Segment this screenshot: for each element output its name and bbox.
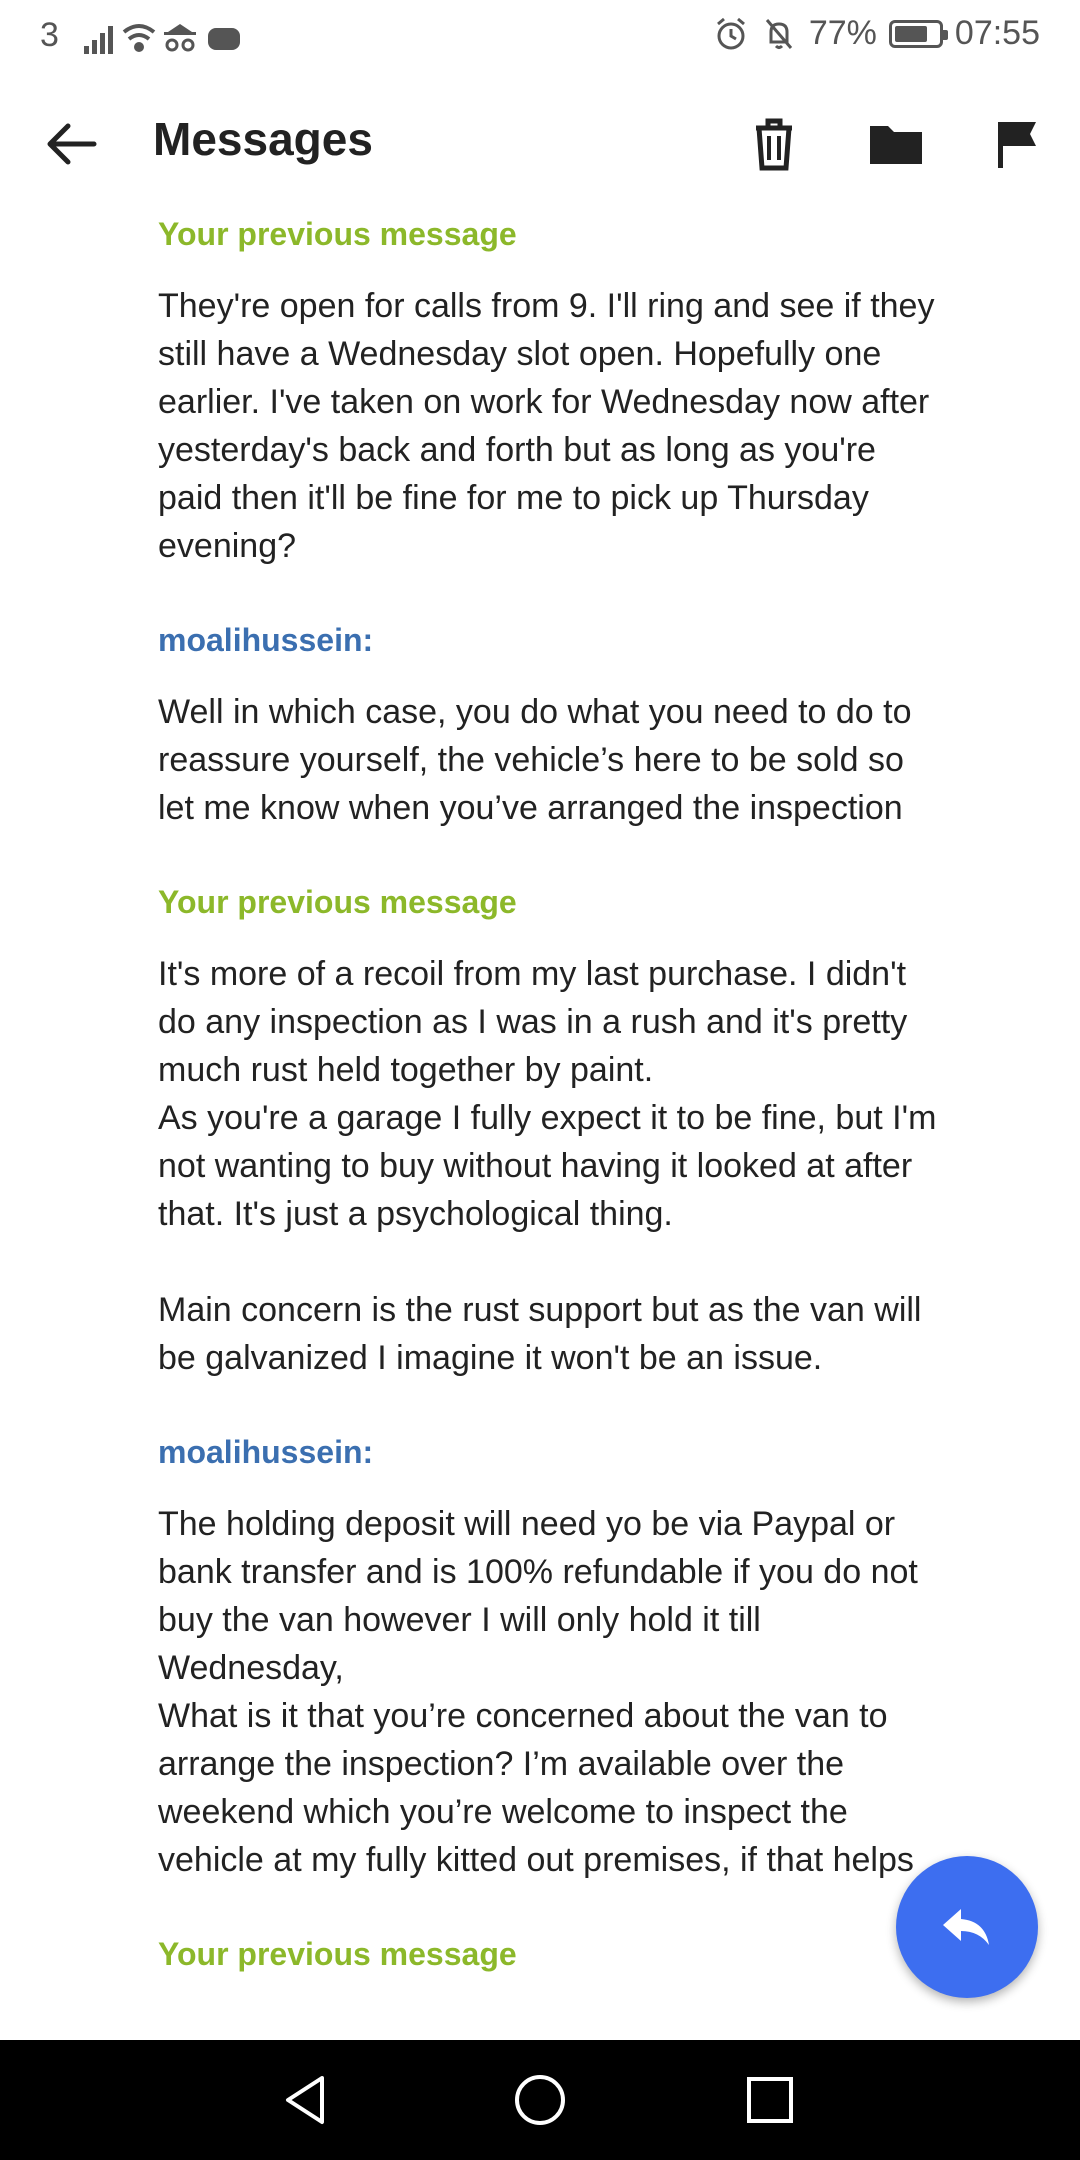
status-icons-left [84,18,264,67]
message-body [158,688,948,832]
battery-percent: 77% [808,14,877,52]
carrier-label: 3 [40,16,59,54]
back-triangle-icon[interactable] [278,2070,338,2130]
message-paragraph: They're open for calls from 9. I'll ring and see if they still have a Wednesday slot open. Hopefully one earlier. I've taken on work for Wednesday now after yesterday's back and forth but as long as you're paid then it'll be fine for me to pick up Thursday evening? [158,287,935,565]
message-body [158,282,948,570]
message-paragraph: Main concern is the rust support but as the van will be galvanized I imagine it won't be an issue. [158,1291,922,1377]
alarm-icon [713,16,749,52]
message-sender: Your previous message [158,884,517,920]
message-paragraph: The holding deposit will need yo be via Paypal or bank transfer and is 100% refundable if you do not buy the van however I will only hold it till Wednesday, [158,1505,918,1687]
reply-icon [937,1897,997,1957]
wifi-icon [124,26,154,50]
status-bar [0,0,1080,72]
message-paragraph: What is it that you’re concerned about the van to arrange the inspection? I’m available over the weekend which you’re welcome to inspect the vehicle at my fully kitted out premises, if that helps [158,1697,914,1879]
flag-icon[interactable] [986,112,1050,176]
message-sender: Your previous message [158,1936,517,1972]
signal-icon [84,26,113,54]
message-paragraph: Well in which case, you do what you need to do to reassure yourself, the vehicle’s here to be sold so let me know when you’ve arranged the inspection [158,693,912,827]
folder-icon[interactable] [864,112,928,176]
home-circle-icon[interactable] [510,2070,570,2130]
paragraph-gap [158,1238,948,1286]
message-sender: moalihussein: [158,1434,374,1470]
message-body [158,950,948,1382]
message [158,618,948,832]
battery-icon [889,20,943,48]
delete-icon[interactable] [742,112,806,176]
message-paragraph: It's more of a recoil from my last purchase. I didn't do any inspection as I was in a rush and it's pretty much rust held together by paint. [158,955,908,1089]
message-paragraph: As you're a garage I fully expect it to be fine, but I'm not wanting to buy without having it looked at after that. It's just a psychological thing. [158,1099,937,1233]
incognito-icon [164,24,196,50]
message-sender: moalihussein: [158,622,374,658]
reply-button[interactable] [896,1856,1038,1998]
message-sender: Your previous message [158,216,517,252]
message [158,1430,948,1884]
clock: 07:55 [954,14,1040,52]
navigation-bar [0,2040,1080,2160]
message [158,1932,948,1976]
message [158,212,948,570]
recents-square-icon[interactable] [740,2070,800,2130]
notifications-off-icon [761,16,797,52]
message-body [158,1500,948,1884]
message [158,880,948,1382]
message-thread[interactable] [158,212,948,2040]
game-controller-icon [208,28,240,50]
status-icons-right [713,14,1040,53]
app-bar [0,72,1080,212]
back-arrow-icon[interactable] [40,112,104,176]
page-title: Messages [153,113,373,165]
